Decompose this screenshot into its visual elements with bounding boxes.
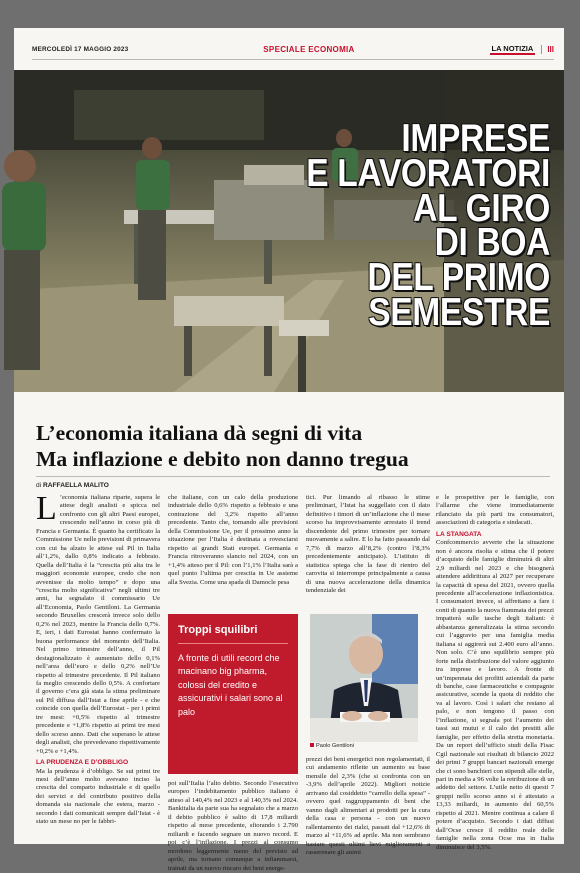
section-label: SPECIALE ECONOMIA (263, 45, 355, 54)
headline-line: DI BOA (434, 221, 550, 265)
article-column-1 (36, 490, 160, 842)
article-column-3-top (306, 494, 430, 606)
portrait-illustration (310, 614, 418, 742)
highlight-box (168, 614, 298, 774)
article-paragraph: prezzi dei beni energetici non regolamentati, il cui andamento riflette un aumento su base mensile del 2,3% (che si confronta con un -3,9% dell’aprile 2022). Migliori notizie arrivano dal cosiddetto “carrello della spesa” - ovvero quel raggruppamento di beni che vanno dagli alimentari ai prodotti per la cura della casa e persona - con un nuovo rallentamento dei rialzi, passati dal +12,6% di marzo al +11,6% ad aprile. Ma non sembrano bastare questi ultimi lievi miglioramenti a rasserenare gli animi (306, 756, 430, 856)
headline-line: SEMESTRE (368, 290, 550, 334)
newspaper-page (14, 28, 564, 872)
byline-author: RAFFAELLA MALITO (42, 482, 109, 489)
article-paragraph: tici. Pur limando al ribasso le stime preliminari, l’Istat ha suggellato con il dato definitivo i timori di un’inflazione che il mese scorso ha improvvisamente arrestato il trend discendente del primo trimestre per tornare nuovamente a salire. E lo ha fatto passando dal 7,7% di marzo all’8,2% (contro l’8,3% precedentemente anticipato). L’istituto di statistica spiega che la fase di rientro del carovita si interrompe principalmente a causa di una nuova accelerazione della dinamica tendenziale dei (306, 494, 430, 594)
article-paragraph: Ma la prudenza è d’obbligo. Se sui primi tre mesi dell’anno molto avevano inciso la crescita del comparto industriale e di quello dei servizi e del contributo positivo della domanda sia nazionale che estera, marzo - secondo i dati comunicati sempre dall’Istat - è stato un mese no per le fabbri- (36, 767, 160, 826)
article-paragraph: Confcommercio avverte che la situazione non è ancora risolta e stima che il potere d’acquisto delle famiglie diminuirà di altri 2,9 miliardi nel 2023 e che bisognerà attendere addirittura al 2027 per recuperare la capacità di spesa del 2021, ovvero quella precedente all’accelerazione inflazionistica. I consumatori invece, si affrettano a fare i conti di quanto la nuova fiammata dei prezzi impatterà sulle tasche degli italiani: è abbastanza generalizzata la stima secondo cui l’aggravio per una famiglia media italiana si aggirerà sui 2.400 euro all’anno. Non solo. C’è uno squilibrio sempre più forte nella distribuzione del valore aggiunto tra imprese e lavoro. A fronte di un’impennata dei profitti aziendali da parte di banche, case farmaceutiche e compagnie assicurative, scende la quota di reddito che va al lavoro. Così i salari che restano al palo, e non tengono il passo con l’inflazione, si segnala poi l’aumento dei tassi sui mutui e il calo dei prestiti alle famiglie, per effetto della stretta monetaria. Da un report dell’ufficio studi della Fisac Cgil nazionale sui risultati di bilancio 2022 dei primi 7 gruppi bancari nazionali emerge che ci sono banchieri con stipendi alle stelle, pari in media a 96 volte la retribuzione di un addetto del settore. L’utile netto di questi 7 gruppi nello scorso anno si è attestato a 13,33 miliardi, in aumento del 60,5% rispetto al 2021. Mentre continua a calare il potere d’acquisto. Secondo i dati diffusi dall’Ocse cresce il reddito reale delle famiglie nella zona Ocse ma in Italia diminuisce del 3,5%. (436, 539, 554, 851)
article-column-3-bottom (306, 756, 430, 856)
article-column-2-top (168, 494, 298, 606)
subheading: LA STANGATA (436, 530, 482, 538)
byline-prefix: di (36, 482, 42, 489)
hero-headline (275, 117, 550, 334)
article-paragraph: e le prospettive per le famiglie, con l’allarme che viene immediatamente rilanciato da più parti tra consumatori, associazioni di categoria e sindacati. (436, 494, 554, 527)
article-title (36, 420, 546, 472)
page-header (32, 40, 554, 60)
title-line: L’economia italiana dà segni di vita (36, 421, 363, 445)
article-column-2-bottom (168, 780, 298, 872)
portrait-photo (310, 614, 418, 742)
headline-line: DEL PRIMO (367, 256, 550, 300)
highlight-box-title: Troppi squilibri (178, 624, 288, 644)
page-number: III (541, 45, 554, 54)
newspaper-logo: LA NOTIZIA (491, 44, 534, 53)
title-line: Ma inflazione e debito non danno tregua (36, 447, 409, 471)
article-paragraph: che italiane, con un calo della produzione industriale dello 0,6% rispetto a febbraio e una contrazione del 3,2% rispetto all’anno precedente. Tanto che, tornando alle previsioni della Commissione Ue, per il prossimo anno la situazione per l’Italia è destinata a rovesciarsi rispetto ai grandi Stati europei. Germania e Francia ritroveranno slancio nel 2024, con un +1,4% atteso per il Pil: con l’1,1% l’Italia sarà a quel punto l’ultima per crescita in Ue assieme alla Svezia. Come una spada di Damocle pesa (168, 494, 298, 586)
headline-line: AL GIRO (413, 186, 550, 230)
worker-left (2, 150, 46, 370)
brand (490, 44, 554, 55)
caption-marker (310, 743, 314, 747)
hero-photo (14, 70, 564, 392)
headline-line: IMPRESE (401, 117, 550, 160)
photo-caption (310, 743, 418, 749)
article-paragraph: poi sull’Italia l’alto debito. Secondo l’esecutivo europeo l’indebitamento pubblico italiano è atteso al 140,4% nel 2023 e al 140,3% nel 2024. Bankitalia da parte sua ha segnalato che a marzo il debito pubblico è salito di 17,8 miliardi rispetto al mese precedente, sfiorando i 2.790 miliardi e facendo segnare un nuovo record. E poi c’è l’inflazione. I prezzi al consumo mordono leggermente meno del previsto ad aprile, ma tornano comunque a infiammarsi, trainati da un nuovo rincaro dei beni energe- (168, 780, 298, 872)
subheading: LA PRUDENZA E D’OBBLIGO (36, 759, 129, 767)
drop-cap: L (36, 490, 57, 527)
worker-middle (136, 137, 170, 300)
article-column-4 (436, 494, 554, 851)
highlight-box-body: A fronte di utili record che macinano big pharma, colossi del credito e assicurativi i salari sono al palo (178, 653, 283, 717)
issue-date: MERCOLEDÌ 17 MAGGIO 2023 (32, 46, 129, 53)
divider (36, 476, 550, 477)
byline (36, 482, 109, 489)
caption-text: Paolo Gentiloni (316, 743, 354, 749)
article-paragraph: ’economia italiana riparte, supera le attese degli analisti e spicca nel confronto con gli altri Paesi europei, crescendo nell’anno in corso più di Francia e Germania. È quanto ha certificato la Commissione Ue nelle previsioni di primavera con cui ha alzato le attese sul Pil in Italia all’1,2%, dallo 0,8% indicato a febbraio. Quella dell’Italia è la “crescita più alta tra le maggiori economie europee, credo che non avvenisse da molto tempo” e dopo una “crescita molto significativa” negli ultimi tre anni, ha segnalato il commissario Ue all’Economia, Paolo Gentiloni. La Germania secondo Bruxelles crescerà invece solo dello 0,2% nel 2023, mentre la Francia dello 0,7%. E, ieri, i dati Eurostat hanno confermato la buona performance del momento dell’Italia. Nel primo trimestre dell’anno, il Pil destagionalizzato è aumentato dello 0,1% nell’area dell’euro e dello 0,2% nell’Ue rispetto al trimestre precedente. Il Pil italiano fa meglio crescendo dello 0,5%. A confortare il governo c’era già stata la stima preliminare sul Pil diffusa dall’Istat a fine aprile - e che coincide con quella dell’Eurostat - per i primi tre mesi: +0,5% rispetto al trimestre precedente e +1,8% rispetto ai primi tre mesi dello scorso anno. Dati che superano le attese degli analisti, che prevedevano rispettivamente +0,2% e +1,4%. (36, 494, 160, 755)
headline-line: E LAVORATORI (306, 151, 550, 195)
